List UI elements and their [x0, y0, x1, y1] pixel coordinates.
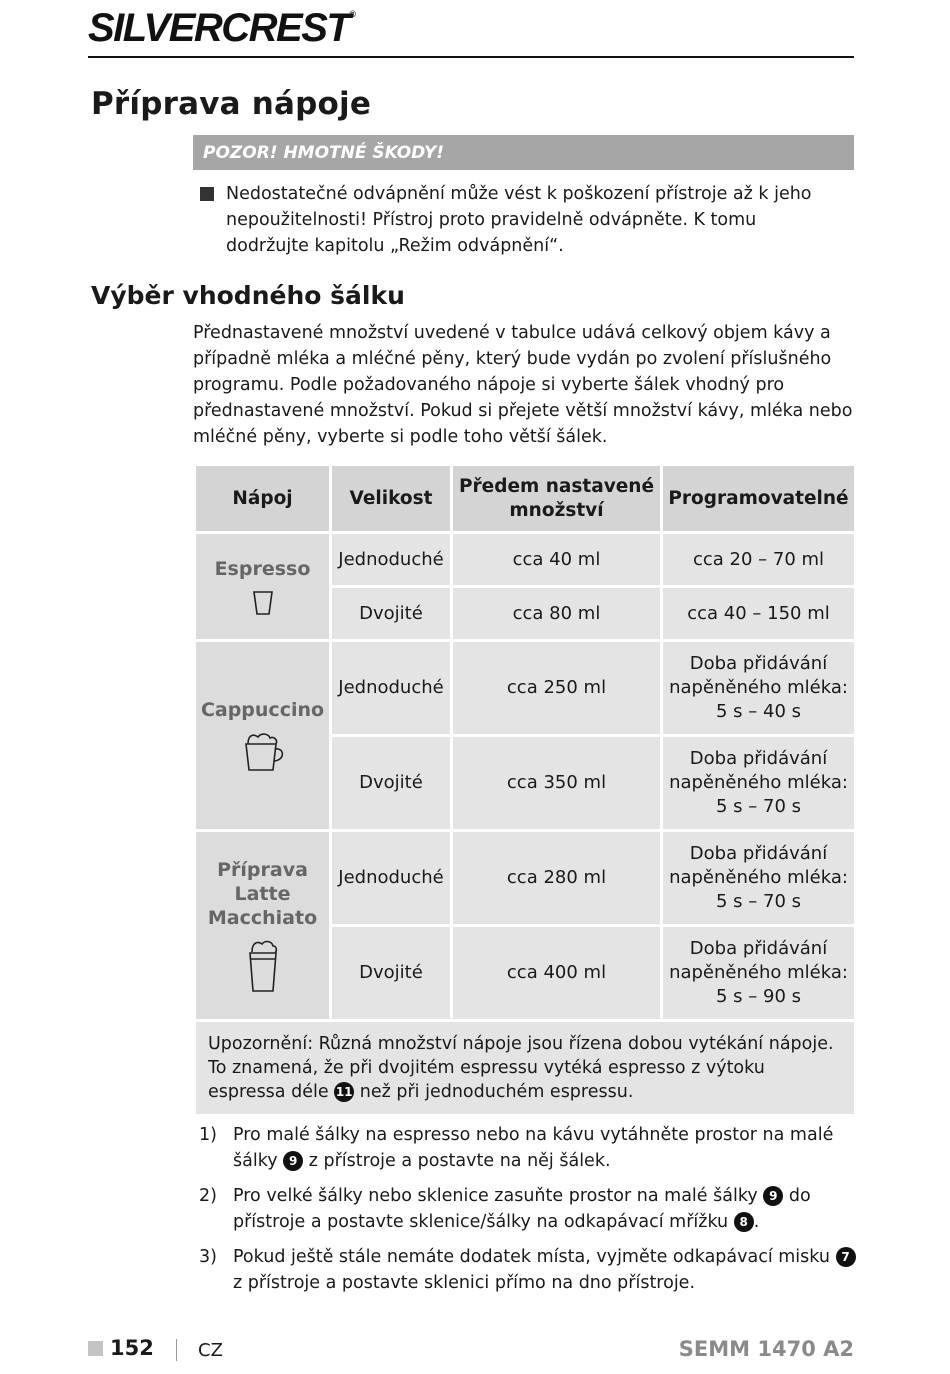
program-cell [662, 831, 856, 926]
program-line: Doba přidávání [689, 653, 828, 674]
step-number: 3) [199, 1247, 217, 1267]
step-item [199, 1183, 859, 1235]
model-number: SEMM 1470 A2 [678, 1337, 854, 1361]
preset-cell: cca 40 ml [452, 533, 662, 587]
table-row [195, 831, 856, 926]
drink-name: Příprava [217, 858, 308, 881]
drink-name: Macchiato [207, 906, 318, 929]
table-header-row [195, 465, 856, 533]
step-text: do přístroje a postavte sklenice/šálky na odkapávací mřížku [233, 1186, 811, 1232]
cup-table [193, 463, 857, 1117]
step-text: z přístroje a postavte sklenici přímo na dno přístroje. [233, 1273, 696, 1293]
program-cell: cca 20 – 70 ml [662, 533, 856, 587]
drink-name: Cappuccino [200, 698, 325, 721]
note-cell [195, 1021, 856, 1116]
note-text: Upozornění: Různá množství nápoje jsou řízena dobou vytékání nápoje. To znamená, že při dvojitém espressu vytéká espresso z výtoku espressa déle [208, 1034, 834, 1102]
reference-badge: 11 [334, 1082, 354, 1102]
table-note-row [195, 1021, 856, 1116]
bullet-square [200, 187, 214, 201]
step-item [199, 1122, 859, 1174]
program-line: Doba přidávání [689, 843, 828, 864]
program-line: 5 s – 70 s [716, 796, 801, 817]
registered-mark: ® [349, 9, 356, 19]
step-text: Pro velké šálky nebo sklenice zasuňte prostor na malé šálky [233, 1186, 758, 1206]
table-row [195, 641, 856, 736]
reference-badge: 8 [734, 1212, 754, 1232]
program-line: napěněného mléka: [669, 772, 848, 793]
brand-logo [88, 6, 356, 51]
size-cell: Jednoduché [331, 533, 452, 587]
steps-list [199, 1122, 859, 1305]
program-cell [662, 736, 856, 831]
latte-glass-icon [246, 938, 280, 994]
size-cell: Dvojité [331, 736, 452, 831]
step-text: z přístroje a postavte na něj šálek. [308, 1151, 611, 1171]
header-cell: Nápoj [195, 465, 331, 533]
step-text: . [753, 1212, 760, 1232]
preset-cell: cca 80 ml [452, 587, 662, 641]
header-cell: Velikost [331, 465, 452, 533]
caution-bar [193, 135, 854, 170]
program-line: napěněného mléka: [669, 867, 848, 888]
program-cell [662, 641, 856, 736]
step-item [199, 1244, 859, 1296]
header-rule [88, 56, 854, 58]
size-cell: Dvojité [331, 926, 452, 1021]
espresso-cup-icon [251, 589, 275, 617]
size-cell: Dvojité [331, 587, 452, 641]
brand-name: SILVERCREST [88, 6, 350, 50]
drink-cell [195, 831, 331, 1021]
program-line: napěněného mléka: [669, 677, 848, 698]
table-row [195, 533, 856, 587]
section-title: Výběr vhodného šálku [91, 281, 405, 310]
drink-cell [195, 533, 331, 641]
footer-divider [176, 1339, 177, 1361]
step-text: Pokud ještě stále nemáte dodatek místa, vyjměte odkapávací misku [233, 1247, 830, 1267]
reference-badge: 9 [283, 1151, 303, 1171]
step-number: 1) [199, 1125, 217, 1145]
drink-cell [195, 641, 331, 831]
program-cell: cca 40 – 150 ml [662, 587, 856, 641]
drink-name: Espresso [214, 557, 311, 580]
program-line: 5 s – 70 s [716, 891, 801, 912]
note-text-end: než při jednoduchém espressu. [359, 1082, 634, 1102]
size-cell: Jednoduché [331, 831, 452, 926]
section-intro: Přednastavené množství uvedené v tabulce udává celkový objem kávy a případně mléka a mléčné pěny, který bude vydán po zvolení příslušného programu. Podle požadovaného nápoje si vyberte šálek vhodný pro přednastavené množství. Pokud si přejete větší množství kávy, mléka nebo mléčné pěny, vyberte si podle toho větší šálek. [193, 323, 853, 447]
preset-cell: cca 350 ml [452, 736, 662, 831]
program-line: napěněného mléka: [669, 962, 848, 983]
caution-text: Nedostatečné odvápnění může vést k poškození přístroje až k jeho nepoužitelnosti! Přístroj proto pravidelně odvápněte. K tomu dodržujte kapitolu „Režim odvápnění“. [226, 184, 812, 256]
size-cell: Jednoduché [331, 641, 452, 736]
page-number: 152 [110, 1336, 154, 1360]
reference-badge: 9 [763, 1186, 783, 1206]
reference-badge: 7 [836, 1247, 856, 1267]
program-line: 5 s – 40 s [716, 701, 801, 722]
program-line: 5 s – 90 s [716, 986, 801, 1007]
drink-name: Latte [234, 882, 291, 905]
preset-cell: cca 400 ml [452, 926, 662, 1021]
preset-cell: cca 280 ml [452, 831, 662, 926]
language-code: CZ [198, 1340, 223, 1361]
cappuccino-cup-icon [240, 730, 286, 774]
program-cell [662, 926, 856, 1021]
step-number: 2) [199, 1186, 217, 1206]
footer-square [88, 1341, 103, 1356]
program-line: Doba přidávání [689, 938, 828, 959]
preset-cell: cca 250 ml [452, 641, 662, 736]
page-title: Příprava nápoje [91, 86, 372, 122]
program-line: Doba přidávání [689, 748, 828, 769]
caution-title: POZOR! HMOTNÉ ŠKODY! [203, 143, 445, 163]
header-cell: Programovatelné [662, 465, 856, 533]
step-text: Pro malé šálky na espresso nebo na kávu vytáhněte prostor na malé šálky [233, 1125, 834, 1171]
header-cell: Předem nastavené množství [452, 465, 662, 533]
